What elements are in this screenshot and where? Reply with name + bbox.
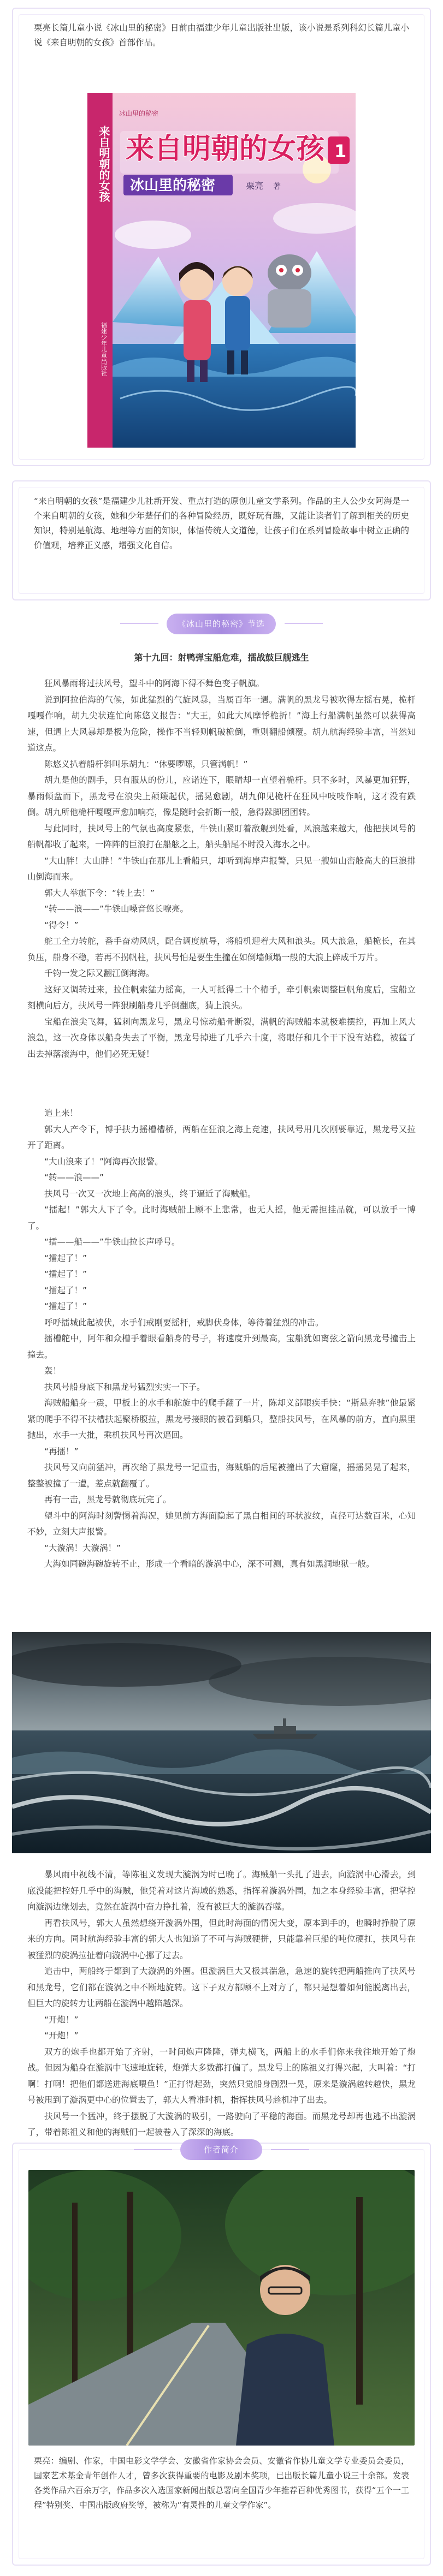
intro-text: 栗亮长篇儿童小说《冰山里的秘密》日前由福建少年儿童出版社出版，该小说是系列科幻长篇儿童小说《来自明朝的女孩》首部作品。 [34,23,409,47]
story-paragraph: “擂——船——”牛铁山拉长声呼号。 [44,1237,180,1247]
story-paragraph: “得令！” [44,920,79,930]
story-paragraph: “转——浪——”牛铁山嗓音悠长嘹亮。 [44,904,189,914]
story-paragraph: 暴风雨中视线不清，等陈祖义发现大漩涡为时已晚了。海贼船一头扎了进去，向漩涡中心滑去，到底没能把控好几乎中的海贼，他凭着对这片海域的熟悉，指挥着漩涡外围，加之本身经验丰富，把掌控向漩涡边缘划去，竟然在旋涡中奋力挣扎着，没有被巨大的漩涡吞噬。 [27,1870,416,1912]
story-paragraph: “擂起！”郭大人下了令。此时海贼船上顾不上悲常，也无人摇，他无需担挂品就，可以放手一博了。 [27,1205,416,1231]
story-paragraph: “开炮！” [44,2031,79,2040]
story-paragraph: 狂风暴雨将过扶风号，望斗中的阿海下得不舞色变子帆旗。 [44,679,265,688]
cover-volume: 1 [334,141,347,162]
story-paragraph: 扶风号船身底下和黑龙号猛烈实实一下子。 [44,1382,205,1392]
story-paragraph: 与此同时，扶风号上的气氛也高度紧张，牛铁山紧盯着敌舰到处看，风浪越来越大，他把扶风号的船帆都收了起来，一阵阵的巨浪打在船舷之上，船头船尾不时没入海水之中。 [27,823,416,849]
badge-line-left [120,623,158,624]
story-paragraph: “大山胖！大山胖！”牛铁山在那儿上看船只，却听到海岸声报警，只见一艘如山峦般高大的巨浪排山倒海而来。 [27,855,416,882]
story-paragraph: “转——浪——” [44,1173,104,1182]
story-paragraph: “擂起了！” [44,1285,87,1295]
story-paragraph: 郭大人产令下，博手扶力摇槽槽桥，两船在狂浪之海上竞速，扶风号用几次刚要靠近，黑龙号又拉开了距离。 [27,1124,416,1150]
story-paragraph: 大海如同碗海碗旋转不止，形成一个看暗的漩涡中心，深不可测，真有如黑洞地狱一般。 [44,1559,375,1569]
badge-line-right [285,623,323,624]
story-paragraph: “擂起了！” [44,1301,87,1311]
story-paragraph: 扶风号一个猛冲，终于摆脱了大漩涡的吸引，一路驶向了平稳的海面。而黑龙号却再也逃不出漩涡了，带着陈祖义和他的海贼们一起被卷入了深深的海底。 [27,2111,416,2137]
story-paragraph: “开炮！” [44,2014,79,2025]
story-paragraph: 双方的炮手也都开始了齐射，一时间炮声隆隆，弹丸横飞，两船上的水手们你来我往地开始了炮战。但因为船身在漩涡中飞速地旋转，炮弹大多数都打偏了。黑龙号上的陈祖义打得兴起，大叫着：“打啊！打啊！把他们都送进海底喂鱼！”正打得起劲，突然只觉船身剧烈一晃，原来是漩涡越转越快，黑龙号被甩到了漩涡更中心的位置去了，郭大人看准时机，指挥扶风号趁机冲了出去。 [27,2046,416,2105]
book-cover [87,93,356,448]
story-paragraph: 海贼船船身一震，甲板上的水手和舵旋中的爬手翻了一片，陈却义部眼疾手快：“斯悬弃驰”他最紧紧的爬手不得不扶槽扶起聚桥腹拉，黑龙号接眼的被看到船只，整船扶风号，在风暴的前方，直向黑里抛出，水手一大批，乘机扶风号再次逼回。 [27,1398,416,1440]
story-paragraph: 再看扶风号，郭大人虽然想绕开漩涡外围，但此时海面的情况大变，原本到手的，也瞬时挣脱了原来的方向。同时航海经验丰富的郭大人也知道了不可与海贼硬拼，只能靠着巨船的吨位硬扛，扶风号在被猛烈的旋涡拉扯着向漩涡中心挪了过去。 [27,1918,416,1960]
story-paragraph: 轰！ [44,1366,62,1376]
story-paragraph: 扶风号又向前猛冲，再次给了黑龙号一记重击，海贼船的后尾被撞出了大窟窿，摇摇晃晃了起来，整整被撞了一遭，差点就翻覆了。 [27,1462,416,1489]
story-paragraph: 呼呼擂城此起被伏，水手们戒刚要摇杆，戒脚伏身体，等待着猛烈的冲击。 [44,1317,324,1328]
author-badge-line-left [134,2149,172,2150]
author-badge: 作者简介 [180,2139,262,2160]
story-paragraph: 舵工全力转舵，番手奋动风帆，配合调度航导，将船机迎着大风和浪头。风大浪急，船桅长，在其负压，船身不稳，若再不拐帆柱，扶风号怕是要生生撞在如倒墙倾塌一般的大浪上碎成千万片。 [27,936,416,962]
story-section-2 [27,1105,416,1573]
story-paragraph: 擂槽舵中，阿年和众槽手着眼看船身的号子，将速度升到最高，宝船犹如离弦之箭向黑龙号撞击上撞去。 [27,1334,416,1360]
story-paragraph: “大漩涡！大漩涡！” [44,1543,121,1553]
story-paragraph: 再有一击，黑龙号就彻底玩完了。 [44,1495,172,1504]
chapter-title: 第十九回：射鸭弹宝船危难，擂战鼓巨舰逃生 [134,652,309,663]
summary-text: “来自明朝的女孩”是福建少儿社新开发、重点打造的原创儿童文学系列。作品的主人公少女阿海是一个来自明朝的女孩，她和少年楚仔们的各种冒险经历，既好玩有趣，又能让读者们了解到相关的历史知识，特别是航海、地理等方面的知识，体悟传统人文道德，让孩子们在系列冒险故事中树立正确的价值观，培养正义感，增强文化自信。 [34,496,409,550]
story-paragraph: “大山浪来了！”阿海再次报警。 [44,1156,163,1167]
story-paragraph: 陈悠义扒着船杆斜叫乐胡九：“休要啰嗦，只管满帆！” [44,759,248,769]
story-paragraph: 胡九是他的副手，只有服从的份儿，应诺连下，眼睛却一直望着桅杆。只不多时，风暴更加狂野，暴雨倾盆而下，黑龙号在浪尖上颠簸起伏，摇晃愈剧，胡九仰见桅杆在狂风中吱吱作响，这才没有跌倒。胡九所他桅杆嘎嘎声愈加响亮，像是随时会折断一般，急得跺脚团团转。 [27,775,416,817]
cover-title: 来自明朝的女孩 [126,133,325,165]
story-paragraph: 说到阿拉伯海的气候，如此猛烈的气旋风暴，当属百年一遇。满帆的黑龙号被吹得左摇右晃，桅杆嘎嘎作响，胡九尖状连忙向陈悠义报告：“大王，如此大风摩悸桅折！”海上行船满帆虽然可以获得高速，但遇上大风暴却是极为危险，操作不当轻则帆破桅倒，重则翻船倾覆。胡九航海经验丰富，当然知道这点。 [27,694,416,753]
book-cover-art [87,93,356,448]
story-section-3 [27,1867,416,2141]
cover-series-small: 冰山里的秘密 [119,110,159,117]
cover-author-suffix: 著 [273,182,281,191]
story-paragraph: “再擂！” [44,1446,79,1456]
spine-title: 来自明朝的女孩 [97,126,110,202]
story-paragraph: “擂起了！” [44,1269,87,1279]
story-paragraph: 追上来！ [44,1108,79,1118]
story-paragraph: 这好又调转过来，拉住帆索猛力摇高，一人可抵得二十个椿手，牵引帆索调整巨帆角度后，宝船立刻横向后方，扶风号一阵狠刷船身几乎倒翻底，猜上浪头。 [27,984,416,1010]
story-paragraph: 望斗中的阿海时刻警惕着海况，她见前方海面隐起了黑白相间的环状波纹，直径可达数百米，心知不妙，立刻大声报警。 [27,1510,416,1537]
story-paragraph: 追击中，两船终于都到了大漩涡的外圈。但漩涡巨大又极其湍急，急速的旋转把两船推向了扶风号和黑龙号，它们都在漩涡之中不断地旋转。这下子双方都顾不上对方了，都只是想着如何能脱离出去，但巨大的旋转力让两船在漩涡中越陷越深。 [27,1966,416,2008]
story-paragraph: 千钧一发之际又翻江倒海海。 [44,968,155,978]
author-badge-line-right [271,2149,309,2150]
cover-author: 栗亮 [246,181,264,191]
excerpt-badge: 《冰山里的秘密》节选 [167,614,276,634]
cover-subtitle: 冰山里的秘密 [130,177,216,194]
story-section-1 [27,676,416,1062]
story-paragraph: 宝船在浪尖飞舞，猛刺向黑龙号，黑龙号惊动船骨断裂，满帆的海贼船本就极难摆控，再加上风大浪急，这一次身体以船身失去了平衡，黑龙号掉进了几乎六十度，将眼仔和几个干下没有站稳，被猛了出去掉落滚海中，他们必死无疑！ [27,1016,416,1059]
story-paragraph: “擂起了！” [44,1253,87,1263]
story-paragraph: 郭大人举旗下令：“转上去！” [44,888,155,898]
story-paragraph: 扶风号一次又一次地上高高的浪头，终于逼近了海贼船。 [44,1188,256,1199]
author-bio: 栗亮：编剧、作家，中国电影文学学会、安徽省作家协会会员、安徽省作协儿童文学专业委员会委员，国家艺术基金青年创作人才，曾多次获得重要的电影及剧本奖项，已出版长篇儿童小说三十余部。发表各类作品六百余万字，作品多次入选国家新闻出版总署向全国青少年推荐百种优秀图书，获得“五个一工程”特别奖、中国出版政府奖等，被称为“有灵性的儿童文学作家”。 [34,2456,409,2510]
robot-figure [268,254,311,328]
spine-publisher: 福建少年儿童出版社 [100,322,108,376]
author-photo [28,2170,415,2446]
stormy-sea-photo [12,1632,431,1853]
